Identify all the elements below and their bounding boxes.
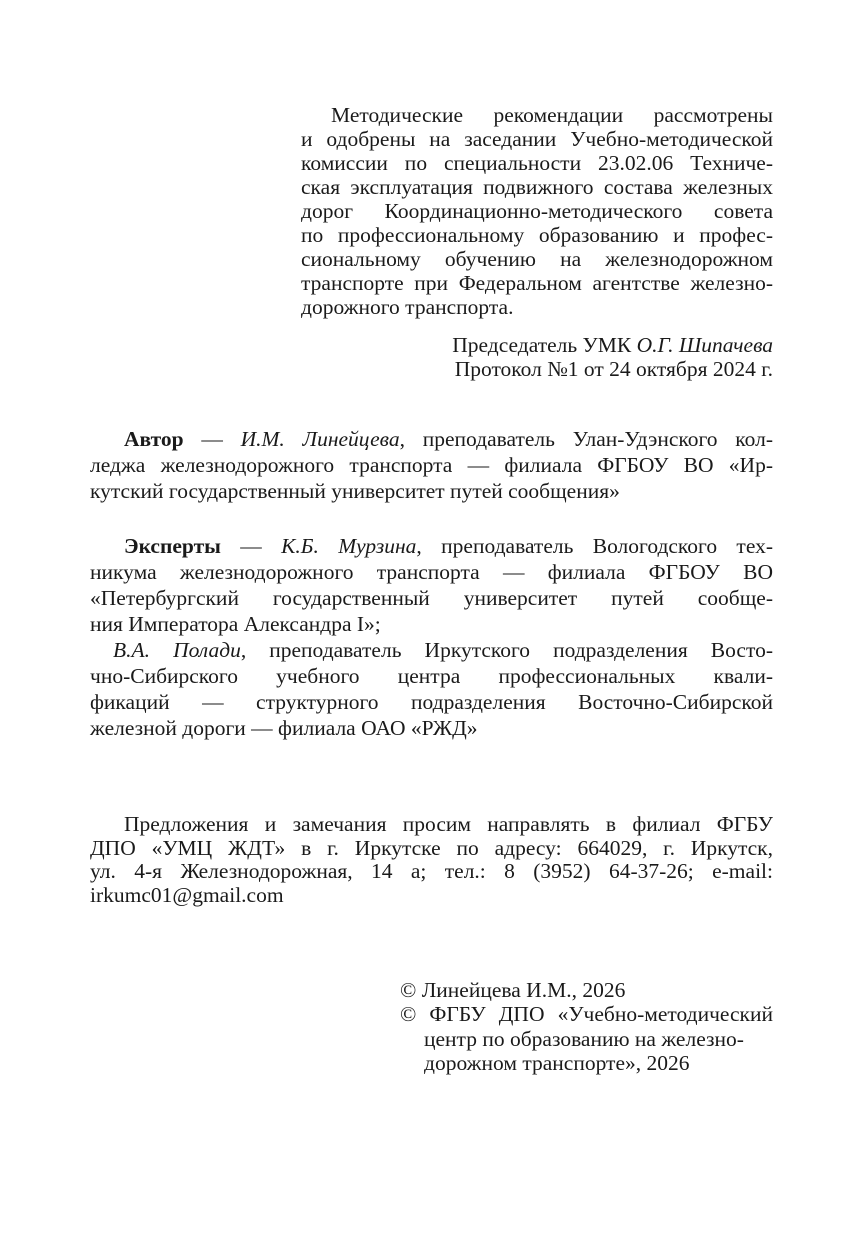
text-segment: ул. 4-я Железнодорожная, 14 а; тел.: 8 (3952) 64-37-26; e-mail: [90,859,773,884]
text-segment: комиссии по специальности 23.02.06 Техниче- [301,151,773,175]
text-segment: «Петербургский государственный университет путей сообще- [90,586,773,610]
address-line [90,860,773,884]
contact-address [90,813,773,907]
text-segment: сиональному обучению на железнодорожном [301,247,773,271]
approval-line [301,271,773,295]
address-line [90,884,773,908]
experts-line [90,663,773,689]
author-line [90,426,773,452]
text-segment: дорог Координационно-методического совета [301,199,773,223]
approval-line [301,295,773,319]
person-name: К.Б. Мурзина [281,534,417,558]
text-segment: Методические рекомендации рассмотрены [331,103,773,127]
label-bold: Эксперты [124,534,221,558]
text-segment: Предложения и замечания просим направлять в филиал ФГБУ [124,812,773,836]
person-name: И.М. Линейцева [240,427,400,451]
approval-line [301,175,773,199]
text-segment: ДПО «УМЦ ЖДТ» в г. Иркутске по адресу: 664029, г. Иркутск, [90,835,773,860]
approval-line [301,127,773,151]
copyright-line [400,1002,773,1026]
address-line [90,813,773,837]
chair-signature [301,333,773,381]
text-segment: дорожном транспорте», 2026 [424,1051,690,1076]
approval-note [301,103,773,319]
experts-line [90,559,773,585]
text-segment: , преподаватель Вологодского тех- [416,534,773,558]
text-segment: © Линейцева И.М., 2026 [400,978,626,1002]
text-segment: кутский государственный университет путей сообщения» [90,479,620,503]
experts-line [90,689,773,715]
copyright-line [400,1051,773,1075]
experts-line [90,585,773,611]
text-segment: и одобрены на заседании Учебно-методической [301,127,773,151]
approval-line [301,103,773,127]
experts-line [90,715,773,741]
text-segment: по профессиональному образованию и профес- [301,223,773,247]
approval-line [301,199,773,223]
chair-line [301,333,773,357]
person-name: О.Г. Шипачева [636,333,773,357]
text-segment: железной дороги — филиала ОАО «РЖД» [90,716,478,740]
text-segment: фикаций — структурного подразделения Восточно-Сибирской [90,690,773,714]
experts-line [90,533,773,559]
text-segment: Председатель УМК [452,333,637,357]
text-segment: никума железнодорожного транспорта — филиала ФГБОУ ВО [90,560,773,584]
text-segment: irkumc01@gmail.com [90,882,284,907]
approval-line [301,223,773,247]
text-segment: леджа железнодорожного транспорта — филиала ФГБОУ ВО «Ир- [90,453,773,477]
experts-info [90,533,773,741]
text-segment: центр по образованию на железно- [424,1026,744,1051]
address-line [90,837,773,861]
text-segment: Протокол №1 от 24 октября 2024 г. [454,357,773,381]
experts-line [90,637,773,663]
author-line [90,478,773,504]
person-name: В.А. Полади [113,638,241,662]
text-segment: — [220,534,282,558]
author-info [90,426,773,504]
text-segment: , преподаватель Улан-Удэнского кол- [399,427,773,451]
approval-line [301,247,773,271]
copyright-notice [400,978,773,1076]
chair-line [301,357,773,381]
text-segment: ния Императора Александра I»; [90,612,381,636]
text-segment: , преподаватель Иркутского подразделения Восто- [240,638,773,662]
text-segment: © ФГБУ ДПО «Учебно-методический [400,1002,773,1027]
experts-line [90,611,773,637]
text-segment: транспорте при Федеральном агентстве железно- [301,271,773,295]
text-segment: дорожного транспорта. [301,295,514,319]
copyright-line [400,978,773,1002]
author-line [90,452,773,478]
text-segment: ская эксплуатация подвижного состава железных [301,175,773,199]
text-segment: чно-Сибирского учебного центра профессиональных квали- [90,664,773,688]
approval-line [301,151,773,175]
copyright-line [400,1027,773,1051]
text-segment: — [183,427,241,451]
label-bold: Автор [124,427,184,451]
